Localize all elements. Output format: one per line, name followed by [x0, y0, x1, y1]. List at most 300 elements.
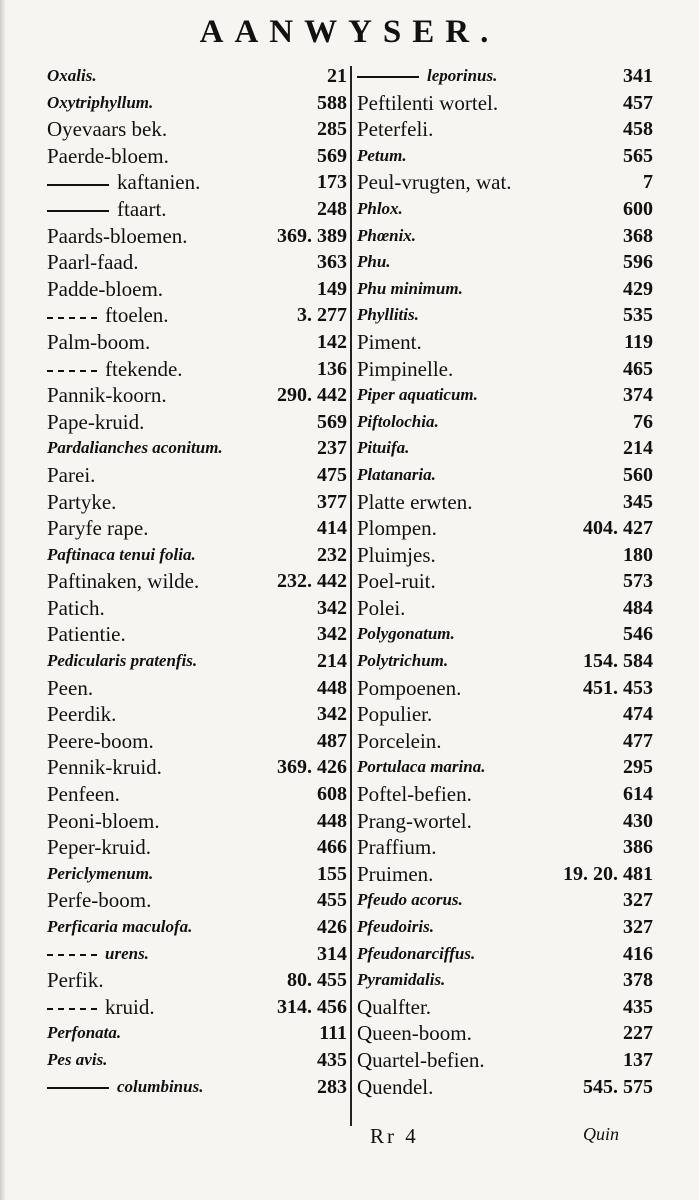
page-reference: 232. 442: [277, 570, 347, 593]
index-term: [47, 701, 116, 728]
page-reference: 237: [317, 437, 347, 460]
page-reference: 426: [317, 916, 347, 938]
index-term: [357, 967, 445, 994]
index-term: [47, 728, 154, 755]
page-reference: 173: [317, 171, 347, 194]
page-reference: 3. 277: [297, 304, 347, 327]
index-term-text: Phœnix.: [357, 225, 417, 245]
index-term-text: ftaart.: [117, 196, 167, 221]
index-term: [357, 754, 485, 781]
index-term-text: Paerde-bloem.: [47, 143, 169, 168]
index-entry: [47, 169, 347, 196]
page-reference: 19. 20. 481: [563, 862, 653, 885]
index-entry: [47, 276, 347, 303]
page-reference: 565: [623, 144, 653, 167]
index-term-text: Parei.: [47, 462, 96, 487]
page-reference: 608: [317, 783, 347, 806]
page-reference: 451. 453: [583, 676, 653, 699]
index-term-text: Quartel-befien.: [357, 1047, 485, 1072]
index-term-text: Peoni-bloem.: [47, 808, 160, 833]
index-term: [357, 329, 422, 356]
index-entry: [357, 861, 653, 888]
page-reference: 475: [317, 463, 347, 486]
index-entry: [357, 621, 653, 648]
page-reference: 142: [317, 330, 347, 353]
index-entry: [357, 169, 653, 196]
index-term-text: Pardalianches aconitum.: [47, 438, 223, 458]
index-term-text: Paftinaken, wilde.: [47, 569, 200, 594]
index-entry: [47, 1074, 347, 1101]
index-entry: [357, 435, 653, 462]
index-term: [357, 675, 461, 702]
index-entry: [357, 489, 653, 516]
index-term: [357, 382, 478, 409]
index-term-text: kaftanien.: [117, 170, 201, 195]
index-entry: [47, 223, 347, 250]
index-entry: [47, 409, 347, 436]
index-term: [357, 1074, 433, 1101]
index-entry: [357, 781, 653, 808]
index-entry: [47, 302, 347, 329]
index-term: [47, 196, 167, 223]
index-column-left: [47, 63, 347, 1100]
index-entry: [47, 701, 347, 728]
page-reference: 369. 389: [277, 224, 347, 247]
page-reference: 414: [317, 517, 347, 540]
page-reference: 137: [623, 1048, 653, 1071]
index-entry: [47, 462, 347, 489]
index-term: [47, 63, 97, 90]
index-entry: [357, 754, 653, 781]
index-entry: [47, 887, 347, 914]
index-entry: [47, 116, 347, 143]
index-term-text: Peul-vrugten, wat.: [357, 170, 512, 195]
index-term: [357, 994, 431, 1021]
index-entry: [47, 90, 347, 117]
index-term-text: Poftel-befien.: [357, 782, 472, 807]
page-reference: 378: [623, 969, 653, 992]
index-term: [47, 914, 192, 941]
index-entry: [357, 63, 653, 90]
index-term: [357, 887, 463, 914]
index-entry: [357, 249, 653, 276]
index-entry: [357, 568, 653, 595]
page-reference: 435: [623, 995, 653, 1018]
repeat-dash: [47, 210, 109, 212]
page-reference: 342: [317, 596, 347, 619]
index-term-text: Palm-boom.: [47, 329, 151, 354]
repeat-dash: [47, 1008, 97, 1010]
index-term-text: Polei.: [357, 595, 406, 620]
index-term-text: Pape-kruid.: [47, 409, 145, 434]
index-term-text: Pyramidalis.: [357, 970, 446, 990]
index-term: [357, 701, 432, 728]
index-term: [357, 861, 433, 888]
index-entry: [357, 994, 653, 1021]
index-entry: [357, 382, 653, 409]
page-reference: 7: [643, 171, 653, 194]
index-term: [47, 435, 223, 462]
page-reference: 232: [317, 543, 347, 566]
column-divider: [350, 66, 352, 1126]
index-term: [357, 435, 409, 462]
index-entry: [357, 967, 653, 994]
index-term-text: Pes avis.: [47, 1049, 108, 1069]
index-term: [357, 63, 497, 90]
page-reference: 80. 455: [287, 969, 347, 992]
index-term-text: Plompen.: [357, 516, 437, 541]
index-term-text: Padde-bloem.: [47, 276, 164, 301]
index-entry: [47, 808, 347, 835]
index-term: [357, 462, 436, 489]
page-reference: 614: [623, 783, 653, 806]
index-entry: [47, 754, 347, 781]
index-term-text: Pruimen.: [357, 861, 434, 886]
index-term: [357, 808, 472, 835]
page-reference: 295: [623, 756, 653, 779]
index-entry: [47, 1047, 347, 1074]
index-term: [47, 382, 167, 409]
index-term-text: Periclymenum.: [47, 863, 154, 883]
page-reference: 227: [623, 1022, 653, 1045]
page-reference: 214: [623, 437, 653, 460]
index-term: [357, 1047, 485, 1074]
index-entry: [47, 781, 347, 808]
index-term: [357, 489, 472, 516]
page-reference: 448: [317, 676, 347, 699]
index-term-text: leporinus.: [427, 66, 498, 85]
page-reference: 341: [623, 65, 653, 87]
index-term: [47, 409, 144, 436]
page-reference: 283: [317, 1075, 347, 1098]
page-reference: 214: [317, 650, 347, 673]
repeat-dash: [47, 317, 97, 319]
signature-mark: Rr 4: [370, 1124, 419, 1148]
index-entry: [47, 356, 347, 383]
index-term: [357, 223, 416, 250]
index-term-text: Prang-wortel.: [357, 808, 472, 833]
index-term-text: Perfik.: [47, 968, 104, 993]
index-term: [47, 967, 104, 994]
page-reference: 180: [623, 543, 653, 566]
index-term-text: Oxytriphyllum.: [47, 92, 154, 112]
index-term: [357, 595, 405, 622]
index-term-text: Peen.: [47, 675, 94, 700]
page-reference: 404. 427: [583, 517, 653, 540]
index-term-text: Pfeudonarciffus.: [357, 943, 476, 963]
page-reference: 155: [317, 862, 347, 885]
index-term: [47, 515, 148, 542]
page-reference: 327: [623, 916, 653, 938]
index-term-text: Phlox.: [357, 198, 403, 218]
page-reference: 477: [623, 729, 653, 752]
index-term-text: Perficaria maculofa.: [47, 917, 193, 936]
index-term: [47, 1047, 107, 1074]
index-term: [47, 754, 162, 781]
index-term: [47, 302, 169, 329]
index-entry: [47, 914, 347, 941]
index-entry: [357, 409, 653, 436]
page-reference: 119: [624, 330, 653, 353]
index-entry: [357, 1020, 653, 1047]
index-term: [47, 356, 183, 383]
index-entry: [47, 675, 347, 702]
index-term: [357, 116, 433, 143]
index-term-text: Petum.: [357, 145, 407, 165]
index-entry: [47, 568, 347, 595]
page-reference: 535: [623, 304, 653, 327]
index-term: [357, 648, 448, 675]
index-term-text: Oxalis.: [47, 66, 97, 85]
page-reference: 290. 442: [277, 384, 347, 407]
index-entry: [47, 382, 347, 409]
page-reference: 546: [623, 623, 653, 646]
index-entry: [357, 914, 653, 941]
page-reference: 569: [317, 144, 347, 167]
index-entry: [47, 967, 347, 994]
page-reference: 369. 426: [277, 756, 347, 779]
index-term: [47, 223, 188, 250]
index-term-text: Qualfter.: [357, 994, 432, 1019]
page-reference: 455: [317, 889, 347, 912]
index-entry: [357, 116, 653, 143]
index-term-text: Patientie.: [47, 622, 126, 647]
index-term: [357, 1020, 472, 1047]
index-term: [47, 808, 160, 835]
index-term-text: ftoelen.: [105, 303, 169, 328]
index-term: [357, 914, 434, 941]
index-entry: [357, 728, 653, 755]
index-term-text: kruid.: [105, 994, 155, 1019]
index-entry: [47, 63, 347, 90]
index-entry: [47, 542, 347, 569]
index-entry: [47, 621, 347, 648]
page-reference: 314. 456: [277, 995, 347, 1018]
index-entry: [357, 808, 653, 835]
index-term: [47, 994, 155, 1021]
index-entry: [47, 435, 347, 462]
index-entry: [47, 1020, 347, 1047]
index-term: [47, 675, 93, 702]
index-term-text: Pannik-koorn.: [47, 383, 167, 408]
index-term-text: Piper aquaticum.: [357, 385, 478, 405]
index-term: [47, 462, 95, 489]
page-reference: 111: [319, 1022, 347, 1045]
index-term-text: Piftolochia.: [357, 411, 439, 431]
index-term: [47, 143, 169, 170]
index-term: [357, 169, 512, 196]
page-reference: 596: [623, 251, 653, 274]
index-entry: [47, 994, 347, 1021]
page-reference: 342: [317, 623, 347, 646]
index-term: [47, 1074, 203, 1101]
index-entry: [357, 595, 653, 622]
index-term-text: Platanaria.: [357, 464, 436, 484]
page-reference: 484: [623, 596, 653, 619]
page-reference: 136: [317, 357, 347, 380]
index-term-text: Pituifa.: [357, 438, 410, 458]
index-entry: [357, 462, 653, 489]
index-term-text: Phyllitis.: [357, 305, 419, 325]
index-entry: [357, 834, 653, 861]
index-entry: [47, 515, 347, 542]
page-reference: 149: [317, 277, 347, 300]
repeat-dash: [47, 1087, 109, 1089]
index-term-text: Pfeudoiris.: [357, 917, 434, 936]
index-term: [47, 249, 139, 276]
index-term: [47, 116, 167, 143]
index-entry: [357, 276, 653, 303]
index-term-text: Paryfe rape.: [47, 516, 149, 541]
index-term-text: Penfeen.: [47, 782, 120, 807]
page-reference: 600: [623, 197, 653, 220]
index-term-text: Patich.: [47, 595, 105, 620]
index-entry: [357, 515, 653, 542]
index-term-text: Partyke.: [47, 489, 117, 514]
page-reference: 76: [633, 410, 653, 433]
index-term: [357, 834, 437, 861]
index-entry: [357, 1047, 653, 1074]
index-term-text: Peftilenti wortel.: [357, 90, 499, 115]
index-entry: [47, 648, 347, 675]
index-term-text: Porcelein.: [357, 728, 442, 753]
page-reference: 363: [317, 251, 347, 274]
index-term: [47, 781, 120, 808]
index-term-text: Paards-bloemen.: [47, 223, 188, 248]
page-reference: 314: [317, 942, 347, 965]
index-entry: [47, 595, 347, 622]
index-term-text: Peere-boom.: [47, 728, 154, 753]
index-entry: [357, 675, 653, 702]
index-term: [357, 542, 436, 569]
index-term-text: Perfonata.: [47, 1023, 122, 1043]
index-term-text: Peper-kruid.: [47, 835, 151, 860]
page-reference: 448: [317, 809, 347, 832]
index-term-text: Peterfeli.: [357, 117, 434, 142]
index-term-text: urens.: [105, 943, 149, 963]
index-term: [47, 489, 116, 516]
page-reference: 327: [623, 889, 653, 912]
page-reference: 342: [317, 703, 347, 726]
index-term: [47, 329, 150, 356]
index-term: [357, 143, 407, 170]
index-term: [47, 941, 149, 968]
index-entry: [357, 1074, 653, 1101]
index-term-text: ftekende.: [105, 356, 183, 381]
index-term: [357, 356, 453, 383]
index-term: [357, 621, 455, 648]
index-entry: [357, 90, 653, 117]
page-reference: 21: [327, 65, 347, 87]
page-reference: 560: [623, 463, 653, 486]
page-reference: 466: [317, 836, 347, 859]
index-term-text: Pluimjes.: [357, 542, 436, 567]
index-entry: [357, 143, 653, 170]
index-entry: [357, 941, 653, 968]
index-entry: [47, 861, 347, 888]
page-reference: 154. 584: [583, 650, 653, 673]
index-entry: [47, 834, 347, 861]
index-entry: [357, 648, 653, 675]
index-term-text: Paarl-faad.: [47, 250, 139, 275]
index-term-text: columbinus.: [117, 1076, 204, 1096]
index-term-text: Pedicularis pratenfis.: [47, 651, 198, 671]
page-reference: 430: [623, 809, 653, 832]
page-reference: 569: [317, 410, 347, 433]
index-term: [47, 169, 200, 196]
page-reference: 458: [623, 118, 653, 141]
index-entry: [47, 249, 347, 276]
index-entry: [47, 143, 347, 170]
index-term: [47, 276, 163, 303]
page-reference: 474: [623, 703, 653, 726]
index-term: [47, 568, 199, 595]
index-term: [47, 648, 197, 675]
index-entry: [47, 728, 347, 755]
index-term-text: Praffium.: [357, 835, 437, 860]
index-column-right: [357, 63, 653, 1100]
index-term: [357, 941, 475, 968]
page-reference: 465: [623, 357, 653, 380]
index-term: [47, 621, 126, 648]
index-term: [47, 834, 151, 861]
page-reference: 435: [317, 1048, 347, 1071]
page-reference: 545. 575: [583, 1075, 653, 1098]
page-reference: 345: [623, 490, 653, 513]
index-term: [357, 249, 391, 276]
index-term: [47, 542, 196, 569]
page-reference: 248: [317, 197, 347, 220]
index-term-text: Polytrichum.: [357, 651, 449, 671]
index-term-text: Paftinaca tenui folia.: [47, 544, 196, 564]
index-term-text: Phu.: [357, 252, 391, 272]
repeat-dash: [47, 184, 109, 186]
index-term: [357, 515, 437, 542]
index-term: [47, 1020, 121, 1047]
index-entry: [357, 356, 653, 383]
index-entry: [357, 223, 653, 250]
index-entry: [357, 196, 653, 223]
page-reference: 374: [623, 384, 653, 407]
index-term-text: Pennik-kruid.: [47, 755, 162, 780]
index-term: [357, 568, 436, 595]
index-entry: [357, 302, 653, 329]
index-term-text: Pfeudo acorus.: [357, 890, 463, 910]
index-term: [47, 861, 153, 888]
catchword: Quin: [583, 1124, 619, 1144]
index-entry: [357, 887, 653, 914]
index-term-text: Poel-ruit.: [357, 569, 436, 594]
index-term-text: Phu minimum.: [357, 278, 463, 298]
page-reference: 429: [623, 277, 653, 300]
index-term-text: Piment.: [357, 329, 422, 354]
page-reference: 457: [623, 91, 653, 114]
index-entry: [357, 329, 653, 356]
page-heading: AANWYSER.: [199, 14, 500, 50]
page-reference: 487: [317, 729, 347, 752]
page-reference: 588: [317, 91, 347, 114]
page-reference: 377: [317, 490, 347, 513]
index-term: [47, 90, 153, 117]
index-term: [357, 728, 442, 755]
index-term-text: Perfe-boom.: [47, 888, 152, 913]
index-entry: [47, 489, 347, 516]
repeat-dash: [47, 954, 97, 956]
repeat-dash: [47, 370, 97, 372]
index-term: [357, 409, 439, 436]
index-term-text: Populier.: [357, 702, 433, 727]
page-reference: 386: [623, 836, 653, 859]
